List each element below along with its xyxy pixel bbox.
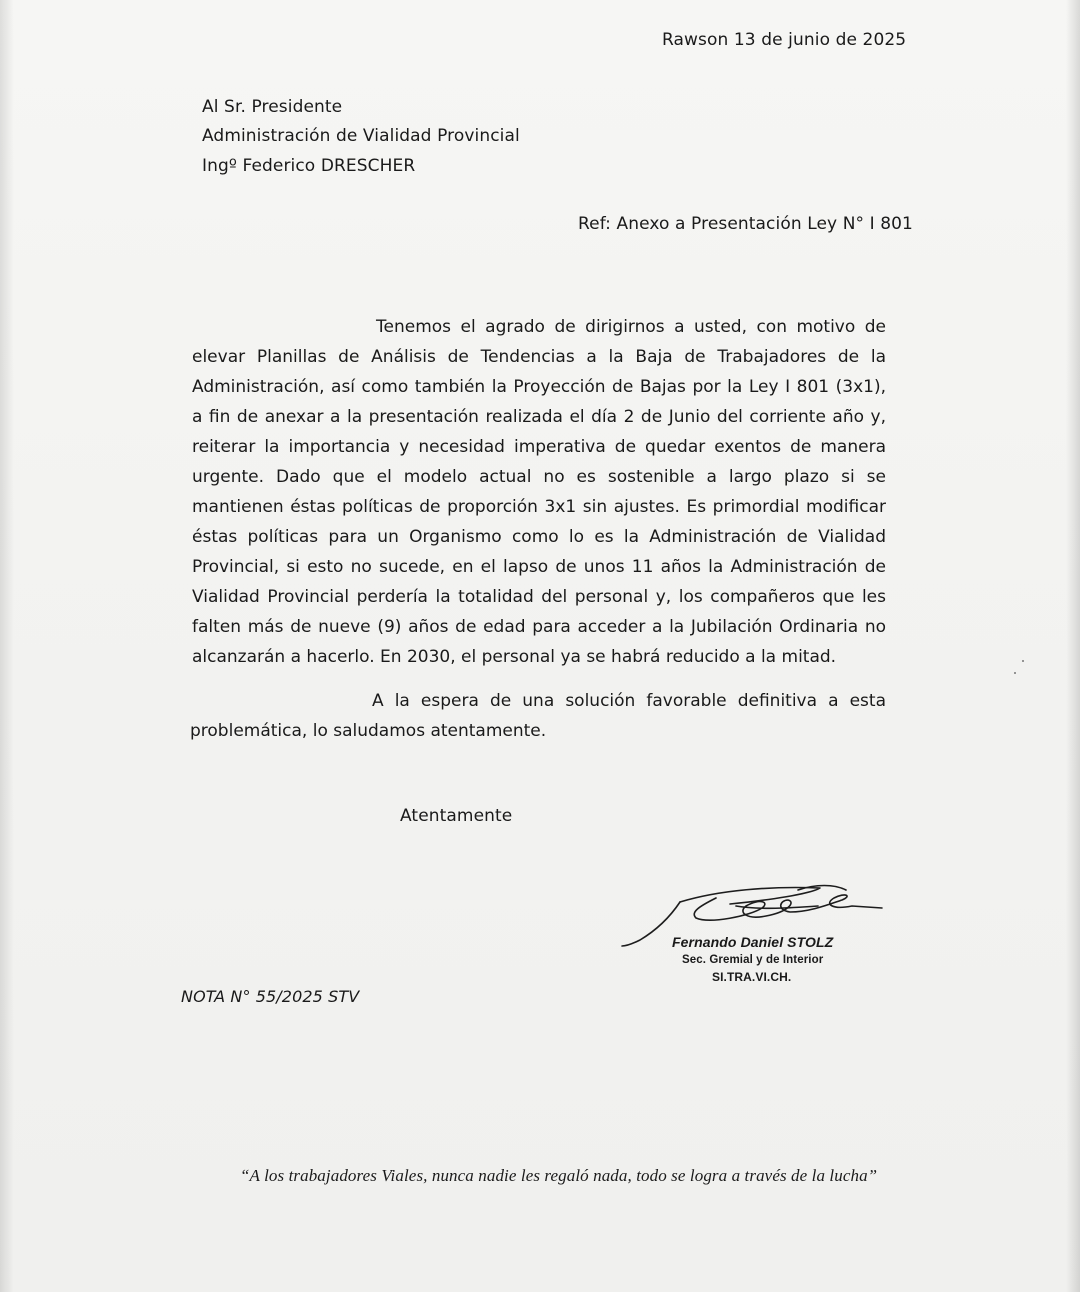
signatory-organization: SI.TRA.VI.CH. — [712, 970, 792, 984]
sign-off: Atentamente — [400, 806, 513, 826]
note-number: NOTA N° 55/2025 STV — [181, 987, 360, 1006]
page-right-edge — [1066, 0, 1080, 1292]
signatory-name: Fernando Daniel STOLZ — [672, 934, 834, 950]
signatory-role: Sec. Gremial y de Interior — [682, 954, 824, 966]
letter-date: Rawson 13 de junio de 2025 — [662, 30, 907, 50]
footer-motto: “A los trabajadores Viales, nunca nadie les regaló nada, todo se logra a través de la lucha” — [240, 1166, 878, 1185]
closing-paragraph: A la espera de una solución favorable definitiva a esta problemática, lo saludamos atentamente. — [190, 691, 886, 741]
recipient-title: Al Sr. Presidente — [202, 97, 343, 117]
scan-speck — [1022, 660, 1024, 662]
recipient-name: Ingº Federico DRESCHER — [202, 156, 416, 176]
recipient-organization: Administración de Vialidad Provincial — [202, 126, 520, 146]
reference-line: Ref: Anexo a Presentación Ley N° I 801 — [578, 214, 913, 234]
page-left-edge — [0, 0, 14, 1292]
scan-speck — [1014, 672, 1016, 674]
body-paragraph: Tenemos el agrado de dirigirnos a usted, con motivo de elevar Planillas de Análisis de Tendencias a la Baja de Trabajadores de la Administración, así como también la Proyección de Bajas por la Ley I 801 (3x1), a fin de anexar a la presentación realizada el día 2 de Junio del corriente año y, reiterar la importancia y necesidad imperativa de quedar exentos de manera urgente. Dado que el modelo actual no es sostenible a largo plazo si se mantienen éstas políticas de proporción 3x1 sin ajustes. Es primordial modificar éstas políticas para un Organismo como lo es la Administración de Vialidad Provincial, si esto no sucede, en el lapso de unos 11 años la Administración de Vialidad Provincial perdería la totalidad del personal y, los compañeros que les falten más de nueve (9) años de edad para acceder a la Jubilación Ordinaria no alcanzarán a hacerlo. En 2030, el personal ya se habrá reducido a la mitad. — [192, 317, 886, 667]
